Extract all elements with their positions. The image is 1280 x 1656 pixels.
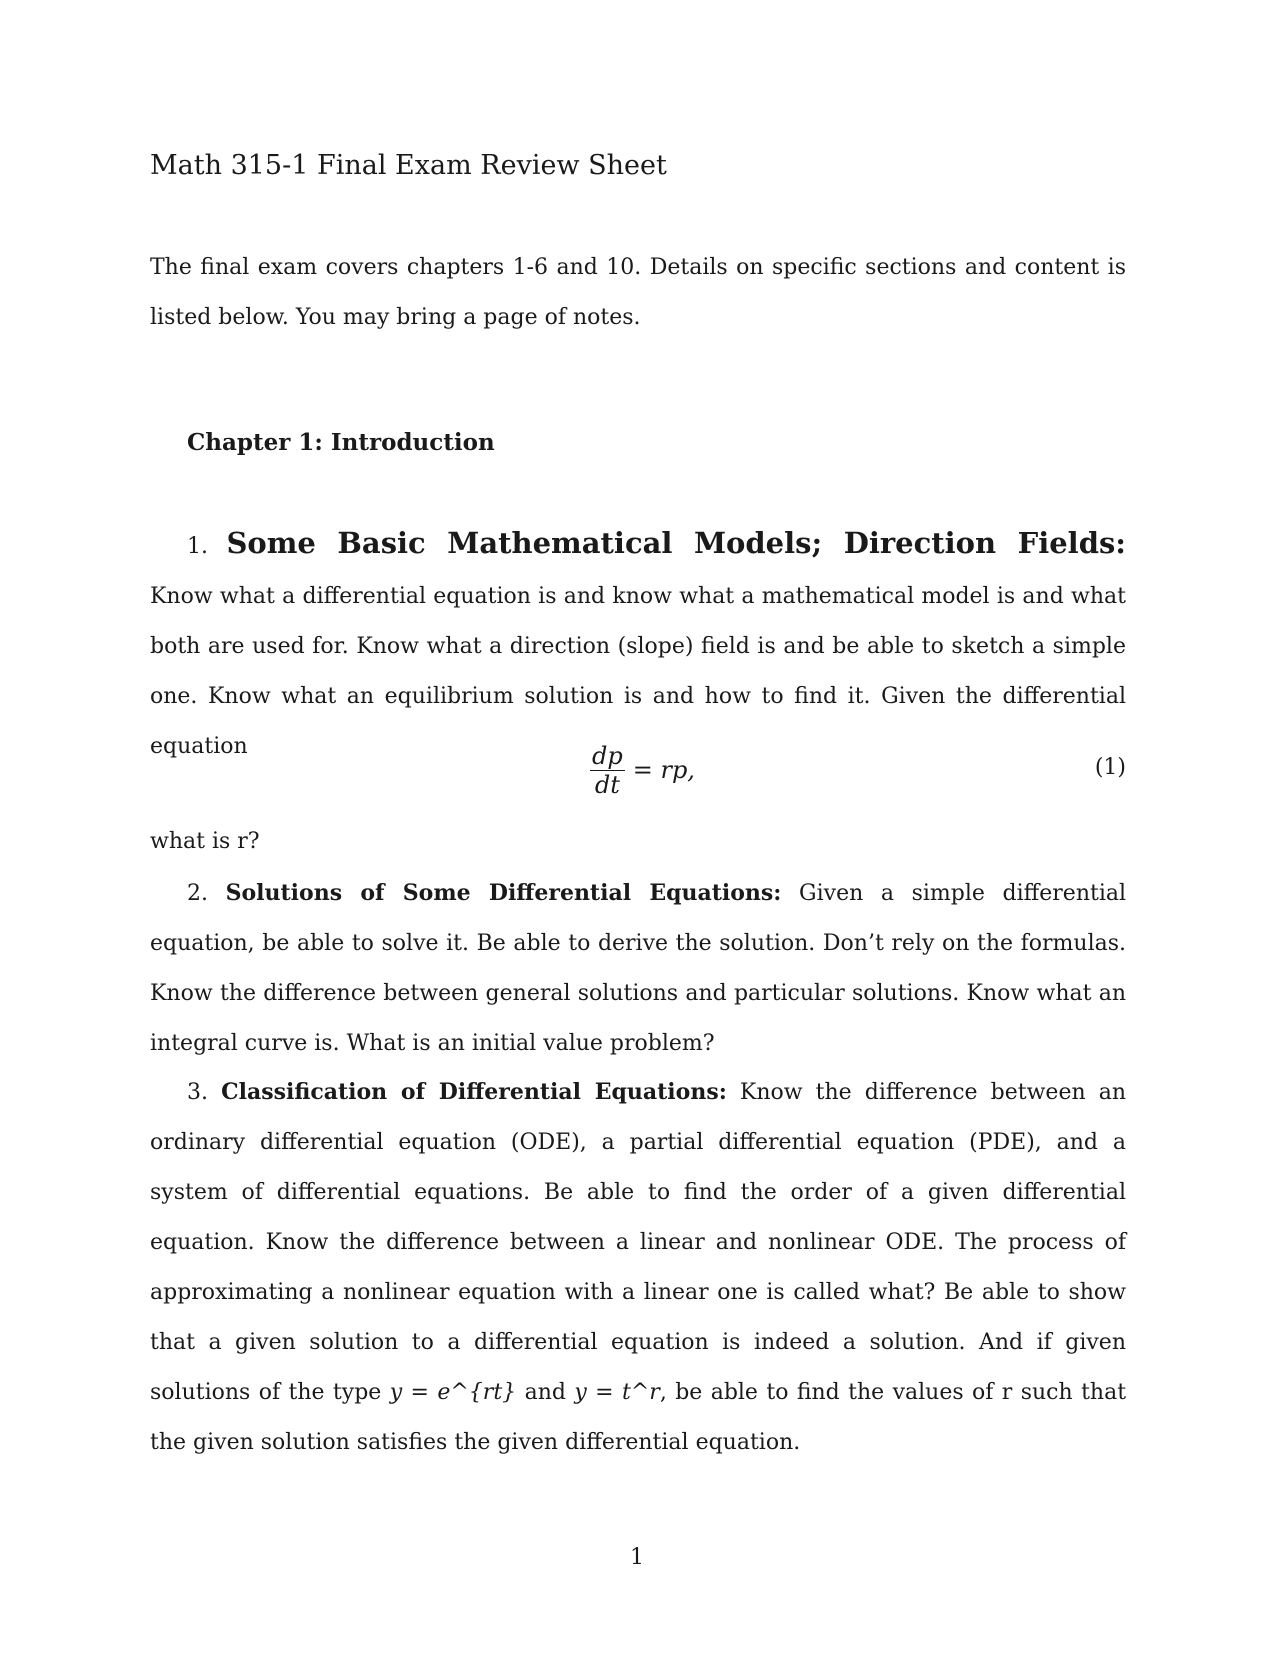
equation-fraction: [590, 742, 625, 799]
section-3-body-end: , be able to find the values of r such that the given solution satisfies the given differential equation.: [150, 1380, 1127, 1455]
section-3-body-and: and: [524, 1380, 566, 1405]
equation-rhs: = rp,: [632, 756, 695, 784]
section-1-number: 1.: [187, 534, 208, 559]
chapter-heading: Chapter 1: Introduction: [187, 429, 495, 456]
section-3-number: 3.: [187, 1080, 208, 1105]
math-y-equals-t-r: y = t^r: [574, 1380, 660, 1405]
after-equation-text: what is r?: [150, 829, 260, 854]
equation-numerator: dp: [592, 741, 623, 770]
math-y-equals-e-rt: y = e^{rt}: [389, 1380, 517, 1405]
section-3-heading: Classification of Differential Equations:: [221, 1079, 727, 1105]
section-1-heading: Some Basic Mathematical Models; Direction Fields:: [226, 526, 1126, 560]
equation-denominator: dt: [594, 770, 620, 799]
section-2-paragraph: [150, 868, 1126, 1069]
section-2-number: 2.: [187, 881, 208, 906]
section-1-paragraph: [150, 518, 1126, 772]
section-3-paragraph: [150, 1067, 1126, 1468]
equation-label: (1): [1094, 755, 1126, 780]
document-title: Math 315-1 Final Exam Review Sheet: [150, 150, 667, 181]
section-3-body-start: Know the difference between an ordinary differential equation (ODE), a partial differential equation (PDE), and a system of differential equations. Be able to find the order of a given differential equation. Know the difference between a linear and nonlinear ODE. The process of approximating a nonlinear equation with a linear one is called what? Be able to show that a given solution to a differential equation is indeed a solution. And if given solutions of the type: [150, 1080, 1126, 1405]
intro-paragraph: The final exam covers chapters 1-6 and 10. Details on specific sections and content is listed below. You may bring a page of notes.: [150, 255, 1126, 330]
equation-dp-dt: [590, 740, 695, 800]
section-2-body: Given a simple differential equation, be able to solve it. Be able to derive the solution. Don’t rely on the formulas. Know the difference between general solutions and particular solutions. Know what an integral curve is. What is an initial value problem?: [150, 881, 1127, 1056]
section-2-heading: Solutions of Some Differential Equations:: [225, 880, 782, 906]
page-number: 1: [630, 1545, 644, 1570]
section-1-body: Know what a differential equation is and know what a mathematical model is and what both are used for. Know what a direction (slope) field is and be able to sketch a simple one. Know what an equilibrium solution is and how to find it. Given the differential equation: [150, 584, 1126, 759]
